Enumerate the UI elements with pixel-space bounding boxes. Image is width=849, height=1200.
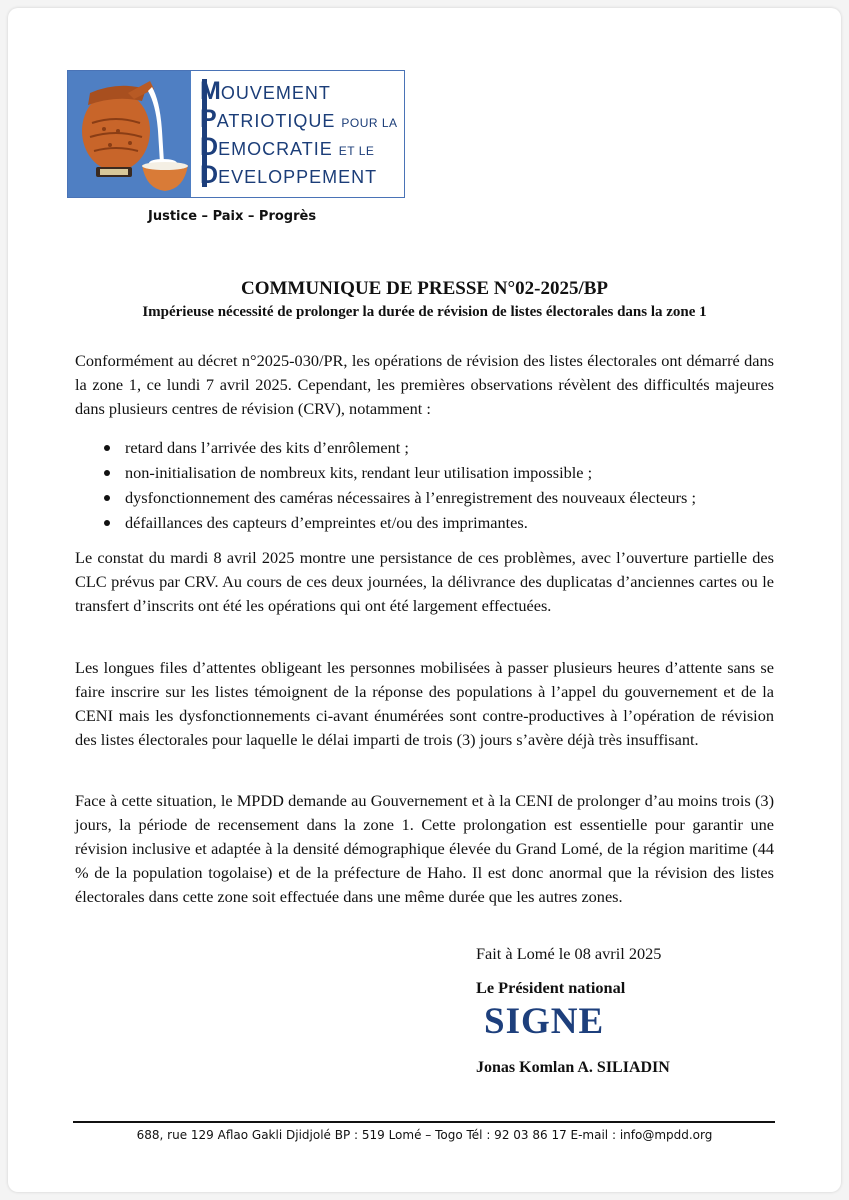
logo-text-block	[192, 71, 404, 197]
signe-stamp: SIGNE	[484, 1001, 605, 1042]
footer-divider	[73, 1121, 775, 1123]
place-date: Fait à Lomé le 08 avril 2025	[476, 944, 662, 963]
paragraph-2: Le constat du mardi 8 avril 2025 montre une persistance de ces problèmes, avec l’ouverture partielle des CLC prévus par CRV. Au cours de ces deux journées, la délivrance des duplicatas d’anciennes cartes ou le transfert d’inscrits ont été les opérations qui ont été largement effectuées.	[75, 548, 774, 615]
pot-icon	[68, 71, 191, 198]
paragraph-3: Les longues files d’attentes obligeant les personnes mobilisées à passer plusieurs heures d’attente sans se faire inscrire sur les listes témoignent de la réponse des populations à l’appel du gouvernement et de la CENI mais les dysfonctionnements ci-avant énumérées sont contre-productives à l’opération de révision des listes électorales pour laquelle le délai imparti de trois (3) jours s’avère déjà très insuffisant.	[75, 658, 774, 749]
press-release-title: COMMUNIQUE DE PRESSE N°02-2025/BP	[240, 278, 609, 299]
list-item: défaillances des capteurs d’empreintes et/ou des imprimantes.	[104, 510, 696, 535]
press-release-subtitle: Impérieuse nécessité de prolonger la durée de révision de listes électorales dans la zone 1	[142, 304, 707, 320]
logo-line-1: MOUVEMENT	[200, 77, 331, 105]
logo-line-3: DEMOCRATIE ET LE	[200, 133, 375, 161]
signatory-name: Jonas Komlan A. SILIADIN	[476, 1059, 670, 1076]
signatory-role: Le Président national	[476, 978, 626, 997]
motto: Justice – Paix – Progrès	[148, 209, 317, 224]
mpdd-logo	[67, 70, 405, 198]
logo-line-2: PATRIOTIQUE POUR LA	[200, 105, 398, 133]
footer-contact: 688, rue 129 Aflao Gakli Djidjolé BP : 519 Lomé – Togo Tél : 92 03 86 17 E-mail : info@mpdd.org	[136, 1128, 713, 1142]
logo-line-4: DEVELOPPEMENT	[200, 161, 378, 189]
pot-pouring-milk-illustration	[68, 71, 191, 197]
paragraph-4: Face à cette situation, le MPDD demande au Gouvernement et à la CENI de prolonger d’au moins trois (3) jours, la période de recensement dans la zone 1. Cette prolongation est essentielle pour garantir une révision inclusive et adaptée à la densité démographique élevée du Grand Lomé, de la région maritime (44 % de la population togolaise) et de la préfecture de Haho. Il est donc anormal que la révision des listes électorales dans cette zone soit effectuée dans une même durée que les autres zones.	[75, 791, 774, 906]
list-item: non-initialisation de nombreux kits, rendant leur utilisation impossible ;	[104, 460, 696, 485]
list-item: dysfonctionnement des caméras nécessaires à l’enregistrement des nouveaux électeurs ;	[104, 485, 696, 510]
paragraph-1: Conformément au décret n°2025-030/PR, les opérations de révision des listes électorales ont démarré dans la zone 1, ce lundi 7 avril 2025. Cependant, les premières observations révèlent des difficultés majeures dans plusieurs centres de révision (CRV), notamment :	[75, 351, 774, 418]
list-item: retard dans l’arrivée des kits d’enrôlement ;	[104, 435, 696, 460]
problems-list	[104, 435, 696, 535]
